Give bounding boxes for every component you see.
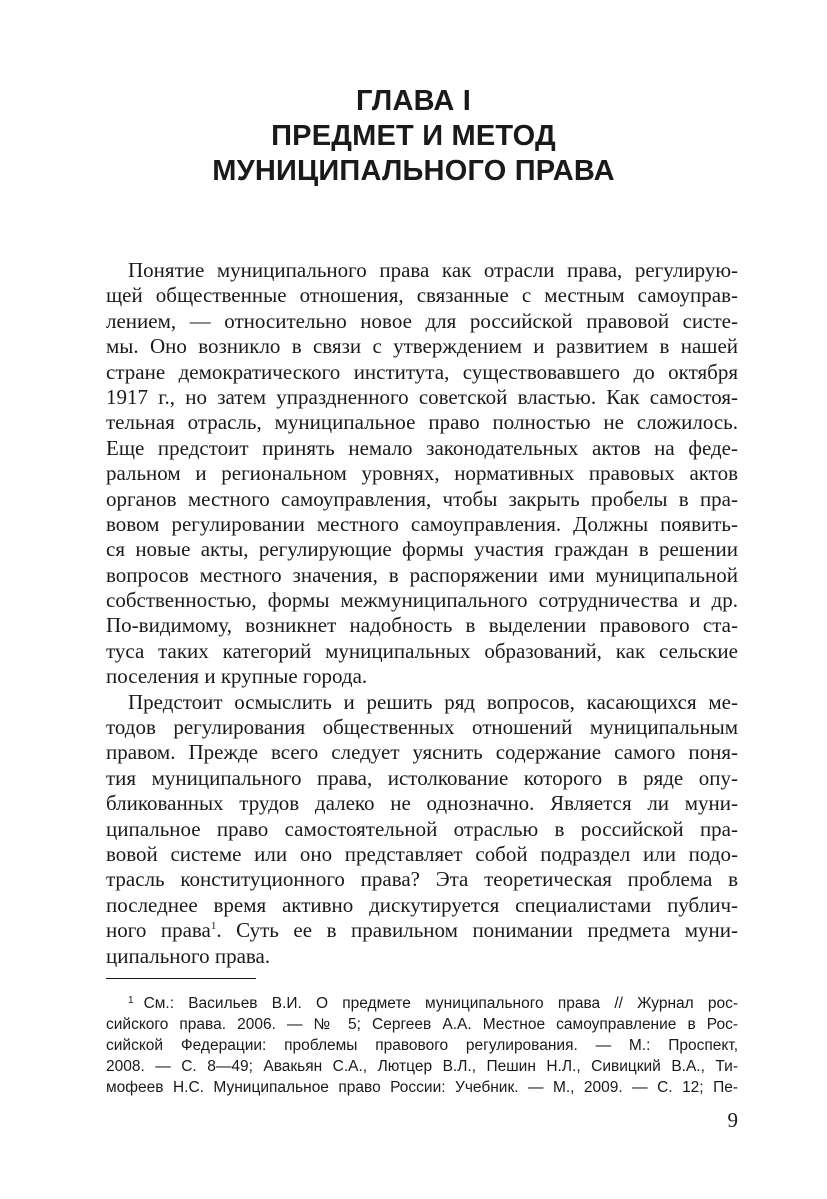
text-fragment: ного права (106, 918, 211, 943)
text-line: стране демократического института, существовавшего до октября (106, 359, 738, 384)
paragraph-2 (106, 690, 738, 969)
text-line: вовой системе или оно представляет собой подраздел или подо- (106, 841, 738, 866)
text-line: тия муниципального права, истолкование которого в ряде опу- (106, 765, 738, 790)
text-line: органов местного самоуправления, чтобы закрыть пробелы в пра- (106, 486, 738, 511)
text-line: По-видимому, возникнет надобность в выделении правового ста- (106, 613, 738, 638)
chapter-number: ГЛАВА I (356, 85, 471, 117)
text-line: ральном и региональном уровнях, нормативных правовых актов (106, 461, 738, 486)
footnotes (106, 990, 738, 1098)
text-line: тельная отрасль, муниципальное право полностью не сложилось. (106, 410, 738, 435)
footnote-line (106, 990, 738, 1014)
text-line: тодов регулирования общественных отношений муниципальным (106, 715, 738, 740)
text-line: Предстоит осмыслить и решить ряд вопросов, касающихся ме- (128, 689, 738, 714)
text-line: вовом регулировании местного самоуправления. Должны появить- (106, 511, 738, 536)
footnote-text: См.: Васильев В.И. О предмете муниципального права // Журнал рос- (143, 995, 738, 1012)
text-line: бликованных трудов далеко не однозначно. Является ли муни- (106, 791, 738, 816)
chapter-title-line-1: ПРЕДМЕТ И МЕТОД (271, 120, 556, 152)
text-line-with-footnote (106, 918, 738, 943)
text-line: последнее время активно дискутируется специалистами публич- (106, 892, 738, 917)
chapter-heading (0, 84, 827, 189)
text-line: трасль конституционного права? Эта теоретическая проблема в (106, 867, 738, 892)
footnote-line: сийской Федерации: проблемы правового регулирования. — М.: Проспект, (106, 1037, 738, 1054)
footnote-line: сийского права. 2006. — № 5; Сергеев А.А. Местное самоуправление в Рос- (106, 1016, 738, 1033)
text-fragment: . Суть ее в правильном понимании предмета муни- (216, 918, 738, 943)
text-line: мы. Оно возникло в связи с утверждением и развитием в нашей (106, 334, 738, 359)
text-line: ципальное право самостоятельной отраслью в российской пра- (106, 816, 738, 841)
footnote-separator (106, 978, 256, 979)
text-line: вопросов местного значения, в распоряжении ими муниципальной (106, 562, 738, 587)
page-number: 9 (727, 1108, 738, 1132)
text-line: Понятие муниципального права как отрасли права, регулирую- (128, 258, 738, 282)
main-text (106, 258, 738, 969)
footnote-reference[interactable]: 1 (210, 920, 217, 933)
text-line: Еще предстоит принять немало законодательных актов на феде- (106, 435, 738, 460)
text-line: правом. Прежде всего следует уяснить содержание самого поня- (106, 740, 738, 765)
text-line: ся новые акты, регулирующие формы участия граждан в решении (106, 537, 738, 562)
text-line: щей общественные отношения, связанные с местным самоуправ- (106, 283, 738, 308)
text-line: туса таких категорий муниципальных образований, как сельские (106, 638, 738, 663)
chapter-title-line-2: МУНИЦИПАЛЬНОГО ПРАВА (212, 155, 615, 187)
paragraph-1 (106, 258, 738, 690)
text-line: лением, — относительно новое для российской правовой систе- (106, 308, 738, 333)
text-line: поселения и крупные города. (106, 664, 368, 689)
footnote-line: мофеев Н.С. Муниципальное право России: Учебник. — М., 2009. — С. 12; Пе- (106, 1079, 738, 1096)
footnote-number: 1 (128, 995, 134, 1006)
text-line: ципального права. (106, 943, 271, 968)
text-line: 1917 г., но затем упраздненного советской властью. Как самостоя- (106, 384, 738, 409)
text-line: собственностью, формы межмуниципального сотрудничества и др. (106, 588, 738, 613)
footnote-line: 2008. — С. 8—49; Авакьян С.А., Лютцер В.Л., Пешин Н.Л., Сивицкий В.А., Ти- (106, 1058, 738, 1075)
